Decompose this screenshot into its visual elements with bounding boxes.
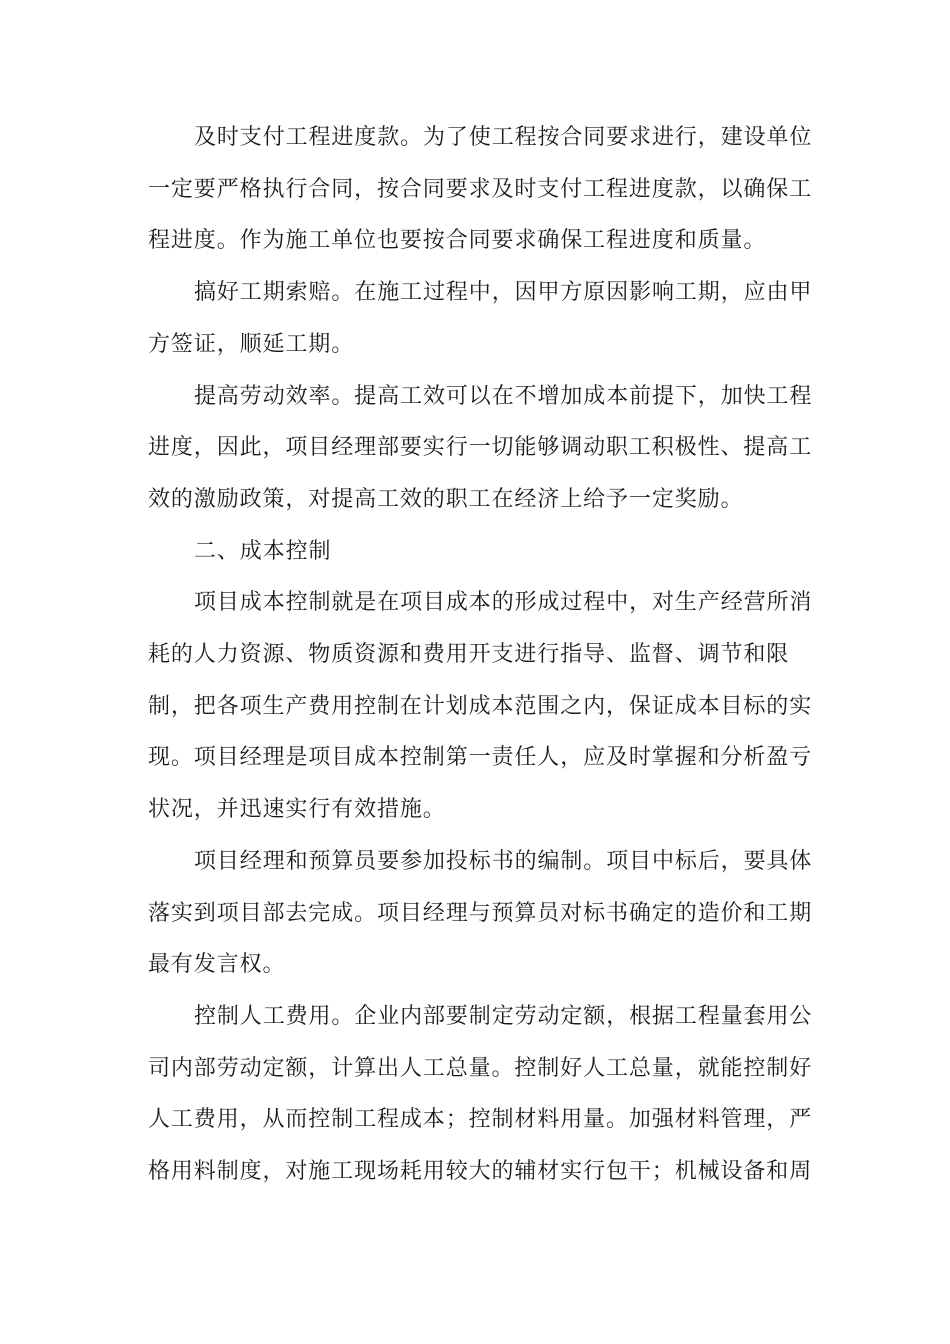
paragraph-line: 人工费用，从而控制工程成本；控制材料用量。加强材料管理，严 xyxy=(148,1107,813,1133)
paragraph-line: 司内部劳动定额，计算出人工总量。控制好人工总量，就能控制好 xyxy=(148,1055,813,1081)
paragraph-line: 项目成本控制就是在项目成本的形成过程中，对生产经营所消 xyxy=(194,590,813,616)
paragraph-line: 耗的人力资源、物质资源和费用开支进行指导、监督、调节和限 xyxy=(148,642,790,668)
paragraph-line: 落实到项目部去完成。项目经理与预算员对标书确定的造价和工期 xyxy=(148,900,813,926)
section-heading: 二、成本控制 xyxy=(194,538,332,564)
section-heading-cost-control xyxy=(148,526,802,578)
paragraph-schedule-claims xyxy=(148,267,813,370)
paragraph-line: 进度，因此，项目经理部要实行一切能够调动职工积极性、提高工 xyxy=(148,435,813,461)
document-body xyxy=(148,112,813,1198)
paragraph-progress-payment xyxy=(148,112,813,267)
paragraph-line: 方签证，顺延工期。 xyxy=(148,331,355,357)
paragraph-labor-efficiency xyxy=(148,371,813,526)
paragraph-line: 现。项目经理是项目成本控制第一责任人，应及时掌握和分析盈亏 xyxy=(148,745,813,771)
paragraph-line: 及时支付工程进度款。为了使工程按合同要求进行，建设单位 xyxy=(194,125,813,150)
paragraph-cost-control-definition xyxy=(148,577,813,836)
paragraph-line: 效的激励政策，对提高工效的职工在经济上给予一定奖励。 xyxy=(148,486,744,512)
paragraph-line: 搞好工期索赔。在施工过程中，因甲方原因影响工期，应由甲 xyxy=(194,280,813,306)
paragraph-line: 格用料制度，对施工现场耗用较大的辅材实行包干；机械设备和周 xyxy=(148,1159,813,1185)
paragraph-line: 程进度。作为施工单位也要按合同要求确保工程进度和质量。 xyxy=(148,228,767,254)
paragraph-line: 状况，并迅速实行有效措施。 xyxy=(148,797,446,823)
paragraph-labor-cost-control xyxy=(148,991,813,1198)
paragraph-line: 项目经理和预算员要参加投标书的编制。项目中标后，要具体 xyxy=(194,848,813,874)
paragraph-line: 控制人工费用。企业内部要制定劳动定额，根据工程量套用公 xyxy=(194,1003,813,1029)
paragraph-line: 最有发言权。 xyxy=(148,952,286,978)
paragraph-bid-preparation xyxy=(148,836,813,991)
paragraph-line: 一定要严格执行合同，按合同要求及时支付工程进度款，以确保工 xyxy=(148,176,813,202)
paragraph-line: 提高劳动效率。提高工效可以在不增加成本前提下，加快工程 xyxy=(194,383,813,409)
paragraph-line: 制，把各项生产费用控制在计划成本范围之内，保证成本目标的实 xyxy=(148,693,813,719)
